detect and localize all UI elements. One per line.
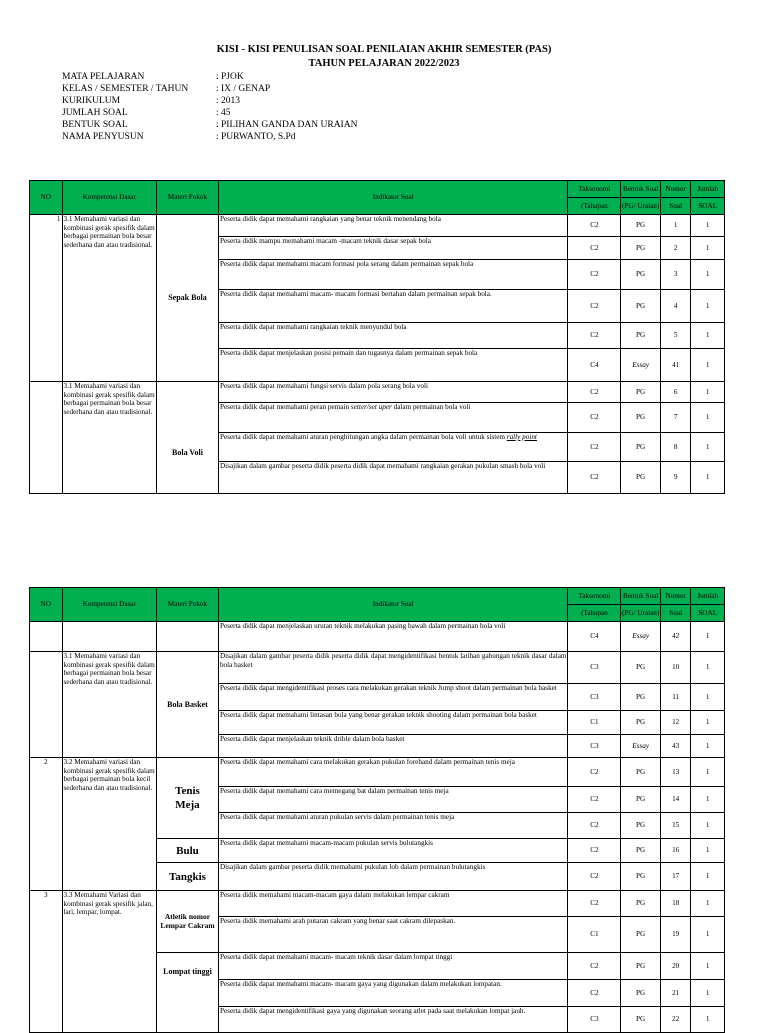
indikator-soal: Disajikan dalam gambar peserta didik memahami pukulan lob dalam permainan bulutangkis	[218, 863, 568, 891]
taksonomi: C2	[568, 953, 621, 980]
jumlah-soal: 1	[691, 382, 725, 403]
bentuk-soal: PG	[621, 758, 661, 787]
bentuk-soal: PG	[621, 462, 661, 494]
bentuk-soal: PG	[621, 382, 661, 403]
taksonomi: C2	[568, 323, 621, 349]
taksonomi: C2	[568, 462, 621, 494]
materi-pokok: Bola Voli	[156, 382, 218, 494]
indikator-soal: Peserta didik mampu memahami macam -macam teknik dasar sepak bola	[218, 237, 568, 260]
jumlah-soal: 1	[691, 863, 725, 891]
jumlah-soal: 1	[691, 622, 725, 652]
kompetensi-dasar: 3.1 Memahami variasi dan kombinasi gerak spesifik dalam berbagai permainan bola besar sederhana dan atau tradisional.	[62, 652, 156, 758]
jumlah-soal: 1	[691, 735, 725, 758]
row-number: 3	[30, 891, 63, 1033]
kompetensi-dasar: 3.1 Memahami variasi dan kombinasi gerak spesifik dalam berbagai permainan bola besar sederhana dan atau tradisional.	[62, 215, 156, 382]
row-number: 2	[30, 758, 63, 891]
indikator-soal: Peserta didik dapat menjelaskan posisi pemain dan tugasnya dalam permainan sepak bola	[218, 349, 568, 382]
kisi-table-1	[29, 180, 725, 494]
materi-pokok: Lompat tinggi	[156, 953, 218, 1033]
header-taksonomi: Taksonomi (Tahapan	[568, 181, 621, 215]
nomor-soal: 4	[660, 290, 690, 323]
bentuk-soal: PG	[621, 290, 661, 323]
taksonomi: C2	[568, 382, 621, 403]
header-kd: Kompetensi Dasar	[62, 181, 156, 215]
bentuk-soal: PG	[621, 711, 661, 735]
jumlah-soal: 1	[691, 953, 725, 980]
bentuk-soal: Essay	[621, 349, 661, 382]
bentuk-soal: PG	[621, 323, 661, 349]
jumlah-soal: 1	[691, 917, 725, 953]
meta-label: BENTUK SOAL	[62, 120, 128, 131]
indikator-soal: Peserta didik dapat memahami peran pemain setter/set uper dalam permainan bola voli	[218, 403, 568, 433]
nomor-soal: 10	[660, 652, 690, 684]
nomor-soal: 21	[660, 980, 690, 1007]
nomor-soal: 8	[660, 433, 690, 462]
indikator-soal: Peserta didik dapat mengidentifikasi proses cara melakukan gerakan teknik Jump shoot dalam permainan bola basket	[218, 684, 568, 711]
taksonomi: C2	[568, 839, 621, 863]
document-subtitle: TAHUN PELAJARAN 2022/2023	[308, 58, 460, 69]
header-no: NO	[30, 588, 63, 622]
nomor-soal: 2	[660, 237, 690, 260]
taksonomi: C4	[568, 622, 621, 652]
bentuk-soal: PG	[621, 863, 661, 891]
bentuk-soal: PG	[621, 787, 661, 813]
kompetensi-dasar: 3.3 Memahami Variasi dan kombinasi gerak spesifik jalan, lari, lempar, lompat.	[62, 891, 156, 1033]
taksonomi: C2	[568, 863, 621, 891]
header-taksonomi: Taksonomi (Tahapan	[568, 588, 621, 622]
taksonomi: C2	[568, 758, 621, 787]
nomor-soal: 1	[660, 215, 690, 237]
indikator-soal: Peserta didik dapat memahami cara memegang bat dalam permainan tenis meja	[218, 787, 568, 813]
jumlah-soal: 1	[691, 980, 725, 1007]
jumlah-soal: 1	[691, 813, 725, 839]
meta-value: : 45	[216, 108, 231, 119]
nomor-soal: 18	[660, 891, 690, 917]
jumlah-soal: 1	[691, 323, 725, 349]
jumlah-soal: 1	[691, 711, 725, 735]
jumlah-soal: 1	[691, 290, 725, 323]
nomor-soal: 20	[660, 953, 690, 980]
header-bentuk: Bentuk Soal (PG/ Uraian)	[621, 181, 661, 215]
taksonomi: C2	[568, 813, 621, 839]
row-number	[30, 382, 63, 494]
nomor-soal: 11	[660, 684, 690, 711]
kompetensi-dasar: 3.2 Memahami variasi dan kombinasi gerak spesifik dalam berbagai permainan bola kecil sederhana dan atau tradisional.	[62, 758, 156, 891]
materi-pokok	[156, 622, 218, 652]
taksonomi: C3	[568, 684, 621, 711]
header-jumlah: Jumlah SOAL	[691, 588, 725, 622]
table-header-row	[30, 588, 725, 622]
indikator-soal: Disajikan dalam gambar peserta didik peserta didik dapat mengidentifikasi bentuk latihan gabungan teknik dasar dalam bola basket	[218, 652, 568, 684]
meta-row	[62, 95, 357, 107]
jumlah-soal: 1	[691, 787, 725, 813]
meta-row	[62, 131, 357, 143]
bentuk-soal: PG	[621, 917, 661, 953]
taksonomi: C2	[568, 260, 621, 290]
taksonomi: C2	[568, 980, 621, 1007]
header-jumlah: Jumlah SOAL	[691, 181, 725, 215]
indikator-soal: Disajikan dalam gambar peserta didik peserta didik dapat memahami rangkaian gerakan pukulan smash bola voli	[218, 462, 568, 494]
bentuk-soal: PG	[621, 813, 661, 839]
materi-pokok: Tenis Meja	[156, 758, 218, 839]
jumlah-soal: 1	[691, 758, 725, 787]
bentuk-soal: PG	[621, 403, 661, 433]
taksonomi: C2	[568, 433, 621, 462]
indikator-soal: Peserta didik dapat memahami macam-macam pukulan servis bulutangkis	[218, 839, 568, 863]
jumlah-soal: 1	[691, 652, 725, 684]
table-row	[30, 652, 725, 684]
indikator-soal: Peserta didik dapat memahami macam formasi pola serang dalam permainan sepak bola	[218, 260, 568, 290]
table-row	[30, 215, 725, 237]
materi-pokok: Bulu	[156, 839, 218, 863]
materi-pokok: Tangkis	[156, 863, 218, 891]
taksonomi: C2	[568, 403, 621, 433]
nomor-soal: 16	[660, 839, 690, 863]
indikator-soal: Peserta didik memahami arah putaran cakram yang benar saat cakram dilepaskan.	[218, 917, 568, 953]
bentuk-soal: PG	[621, 433, 661, 462]
jumlah-soal: 1	[691, 891, 725, 917]
meta-value: : PJOK	[216, 72, 244, 82]
bentuk-soal: PG	[621, 684, 661, 711]
row-number	[30, 652, 63, 758]
header-no: NO	[30, 181, 63, 215]
jumlah-soal: 1	[691, 684, 725, 711]
bentuk-soal: PG	[621, 215, 661, 237]
taksonomi: C2	[568, 891, 621, 917]
nomor-soal: 5	[660, 323, 690, 349]
meta-row	[62, 83, 357, 95]
table-row	[30, 891, 725, 917]
nomor-soal: 42	[660, 622, 690, 652]
taksonomi: C2	[568, 237, 621, 260]
jumlah-soal: 1	[691, 260, 725, 290]
meta-value: : IX / GENAP	[216, 84, 271, 95]
bentuk-soal: PG	[621, 839, 661, 863]
header-kd: Kompetensi Dasar	[62, 588, 156, 622]
indikator-soal: Peserta didik memahami macam-macam gaya dalam melakukan lempar cakram	[218, 891, 568, 917]
materi-pokok: Atletik nomor Lempar Cakram	[156, 891, 218, 953]
meta-row	[62, 107, 357, 119]
materi-pokok: Sepak Bola	[156, 215, 218, 382]
bentuk-soal: PG	[621, 260, 661, 290]
taksonomi: C3	[568, 735, 621, 758]
meta-row	[62, 119, 357, 131]
nomor-soal: 14	[660, 787, 690, 813]
nomor-soal: 7	[660, 403, 690, 433]
table-row	[30, 382, 725, 403]
kompetensi-dasar	[62, 622, 156, 652]
indikator-soal: Peserta didik dapat memahami fungsi servis dalam pola serang bola voli	[218, 382, 568, 403]
header-materi: Materi Pokok	[156, 181, 218, 215]
bentuk-soal: PG	[621, 1007, 661, 1033]
taksonomi: C4	[568, 349, 621, 382]
jumlah-soal: 1	[691, 349, 725, 382]
jumlah-soal: 1	[691, 433, 725, 462]
nomor-soal: 41	[660, 349, 690, 382]
bentuk-soal: PG	[621, 237, 661, 260]
nomor-soal: 43	[660, 735, 690, 758]
bentuk-soal: Essay	[621, 735, 661, 758]
row-number: 1	[30, 215, 63, 382]
materi-pokok: Bola Basket	[156, 652, 218, 758]
header-bentuk: Bentuk Soal (PG/ Uraian)	[621, 588, 661, 622]
meta-row	[62, 71, 357, 83]
taksonomi: C2	[568, 787, 621, 813]
header-indikator: Indikator Soal	[218, 181, 568, 215]
jumlah-soal: 1	[691, 403, 725, 433]
table-row	[30, 622, 725, 652]
indikator-soal: Peserta didik dapat menjelaskan teknik drible dalam bola basket	[218, 735, 568, 758]
header-indikator: Indikator Soal	[218, 588, 568, 622]
nomor-soal: 12	[660, 711, 690, 735]
taksonomi: C2	[568, 290, 621, 323]
indikator-soal: Peserta didik dapat memahami cara melakukan gerakan pukulan forehand dalam permainan tenis meja	[218, 758, 568, 787]
header-materi: Materi Pokok	[156, 588, 218, 622]
indikator-soal: Peserta didik dapat memahami rangkaian yang benar teknik menendang bola	[218, 215, 568, 237]
kisi-table-2	[29, 587, 725, 1033]
kompetensi-dasar: 3.1 Memahami variasi dan kombinasi gerak spesifik dalam berbagai permainan bola besar sederhana dan atau tradisional.	[62, 382, 156, 494]
indikator-soal: Peserta didik dapat memahami rangkaian teknik menyundul bola	[218, 323, 568, 349]
meta-value: : PURWANTO, S.Pd	[216, 132, 296, 143]
nomor-soal: 9	[660, 462, 690, 494]
jumlah-soal: 1	[691, 839, 725, 863]
bentuk-soal: PG	[621, 953, 661, 980]
nomor-soal: 22	[660, 1007, 690, 1033]
meta-label: KELAS / SEMESTER / TAHUN	[62, 84, 189, 95]
indikator-soal: Peserta didik dapat mengidentifikasi gaya yang digunakan seorang atlet pada saat melakukan lompat jauh.	[218, 1007, 568, 1033]
header-nomor: Nomor Soal	[660, 588, 690, 622]
taksonomi: C1	[568, 711, 621, 735]
taksonomi: C3	[568, 1007, 621, 1033]
nomor-soal: 19	[660, 917, 690, 953]
meta-label: NAMA PENYUSUN	[62, 132, 144, 143]
nomor-soal: 15	[660, 813, 690, 839]
jumlah-soal: 1	[691, 1007, 725, 1033]
indikator-soal: Peserta didik dapat memahami lintasan bola yang benar gerakan teknik shooting dalam permainan bola basket	[218, 711, 568, 735]
meta-block	[62, 71, 357, 144]
indikator-soal: Peserta didik dapat memahami aturan pukulan servis dalam permainan tenis meja	[218, 813, 568, 839]
indikator-soal: Peserta didik dapat memahami macam- macam gaya yang digunakan dalam melakukan lompatan.	[218, 980, 568, 1007]
nomor-soal: 17	[660, 863, 690, 891]
jumlah-soal: 1	[691, 215, 725, 237]
bentuk-soal: Essay	[621, 622, 661, 652]
nomor-soal: 13	[660, 758, 690, 787]
document-title: KISI - KISI PENULISAN SOAL PENILAIAN AKHIR SEMESTER (PAS)	[216, 44, 552, 55]
indikator-soal: Peserta didik dapat menjelaskan urutan teknik melakukan pasing bawah dalam permainan bola voli	[218, 622, 568, 652]
jumlah-soal: 1	[691, 462, 725, 494]
bentuk-soal: PG	[621, 980, 661, 1007]
bentuk-soal: PG	[621, 652, 661, 684]
meta-value: : PILIHAN GANDA DAN URAIAN	[216, 120, 358, 131]
indikator-soal: Peserta didik dapat memahami aturan penghitungan angka dalam permainan bola voli untuk sistem rally point	[218, 433, 568, 462]
meta-label: KURIKULUM	[62, 96, 121, 107]
indikator-soal: Peserta didik dapat memahami macam- macam teknik dasar dalam lompat tinggi	[218, 953, 568, 980]
row-number	[30, 622, 63, 652]
nomor-soal: 3	[660, 260, 690, 290]
meta-value: : 2013	[216, 96, 241, 107]
taksonomi: C1	[568, 917, 621, 953]
bentuk-soal: PG	[621, 891, 661, 917]
taksonomi: C2	[568, 215, 621, 237]
table-header-row	[30, 181, 725, 215]
meta-label: JUMLAH SOAL	[62, 108, 128, 119]
table-row	[30, 758, 725, 787]
meta-label: MATA PELAJARAN	[62, 72, 145, 82]
indikator-soal: Peserta didik dapat memahami macam- macam formasi bertahan dalam permainan sepak bola.	[218, 290, 568, 323]
taksonomi: C3	[568, 652, 621, 684]
header-nomor: Nomor Soal	[660, 181, 690, 215]
nomor-soal: 6	[660, 382, 690, 403]
jumlah-soal: 1	[691, 237, 725, 260]
